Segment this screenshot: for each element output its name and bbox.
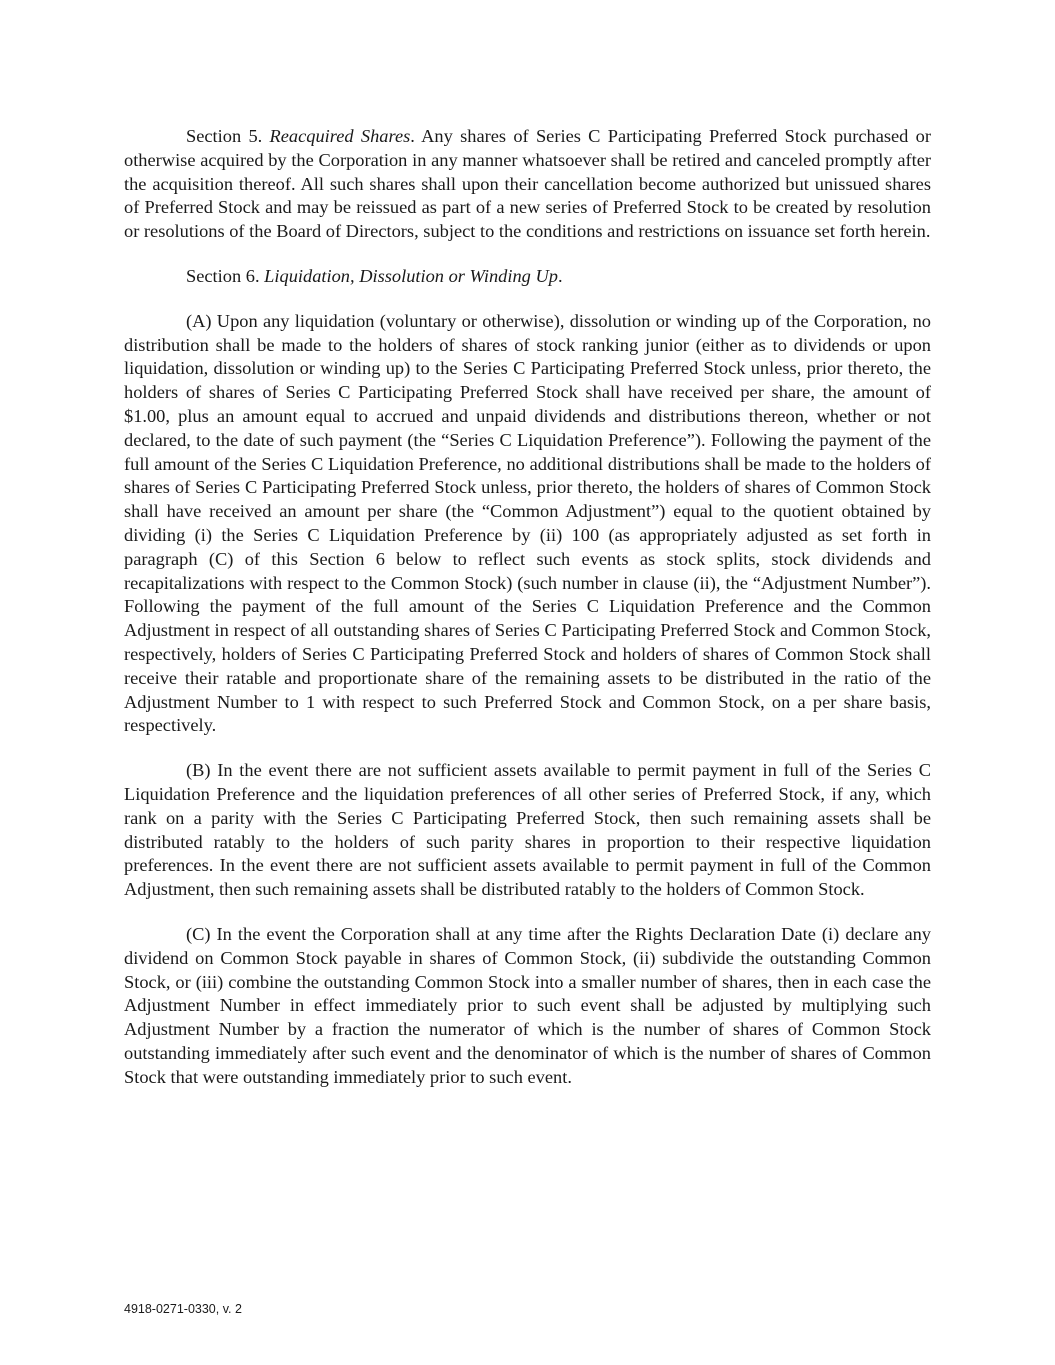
section-6-paragraph-a: (A) Upon any liquidation (voluntary or otherwise), dissolution or winding up of the Corporation, no distribution shall be made to the holders of shares of stock ranking junior (either as to dividends or upon liquidation, dissolution or winding up) to the Series C Participating Preferred Stock unless, prior thereto, the holders of shares of Series C Participating Preferred Stock shall have received per share, the amount of $1.00, plus an amount equal to accrued and unpaid dividends and distributions thereon, whether or not declared, to the date of such payment (the “Series C Liquidation Preference”). Following the payment of the full amount of the Series C Liquidation Preference, no additional distributions shall be made to the holders of shares of Series C Participating Preferred Stock unless, prior thereto, the holders of shares of Common Stock shall have received an amount per share (the “Common Adjustment”) equal to the quotient obtained by dividing (i) the Series C Liquidation Preference by (ii) 100 (as appropriately adjusted as set forth in paragraph (C) of this Section 6 below to reflect such events as stock splits, stock dividends and recapitalizations with respect to the Common Stock) (such number in clause (ii), the “Adjustment Number”). Following the payment of the full amount of the Series C Liquidation Preference and the Common Adjustment in respect of all outstanding shares of Series C Participating Preferred Stock and Common Stock, respectively, holders of Series C Participating Preferred Stock and holders of shares of Common Stock shall receive their ratable and proportionate share of the remaining assets to be distributed in the ratio of the Adjustment Number to 1 with respect to such Preferred Stock and Common Stock, on a per share basis, respectively.: [124, 310, 931, 736]
section-5-paragraph: [124, 125, 931, 244]
section-6-prefix: Section 6.: [186, 265, 265, 286]
section-5-text: . Any shares of Series C Participating Preferred Stock purchased or otherwise acquired by the Corporation in any manner whatsoever shall be retired and canceled promptly after the acquisition thereof. All such shares shall upon their cancellation become authorized but unissued shares of Preferred Stock and may be reissued as part of a new series of Preferred Stock to be created by resolution or resolutions of the Board of Directors, subject to the conditions and restrictions on issuance set forth herein.: [124, 126, 931, 242]
section-5-title: Reacquired Shares: [269, 126, 411, 146]
section-6-heading: [124, 265, 931, 289]
section-6-title: Liquidation, Dissolution or Winding Up: [264, 265, 558, 286]
document-id-footer: 4918-0271-0330, v. 2: [124, 1302, 242, 1316]
section-5-prefix: Section 5.: [186, 126, 270, 146]
document-body: [124, 125, 931, 1110]
section-6-paragraph-b: (B) In the event there are not sufficient assets available to permit payment in full of the Series C Liquidation Preference and the liquidation preferences of all other series of Preferred Stock, if any, which rank on a parity with the Series C Participating Preferred Stock, then such remaining assets shall be distributed ratably to the holders of such parity shares in proportion to their respective liquidation preferences. In the event there are not sufficient assets available to permit payment in full of the Common Adjustment, then such remaining assets shall be distributed ratably to the holders of Common Stock.: [124, 760, 931, 900]
section-6-title-period: .: [557, 265, 563, 286]
section-6-paragraph-c: (C) In the event the Corporation shall at any time after the Rights Declaration Date (i) declare any dividend on Common Stock payable in shares of Common Stock, (ii) subdivide the outstanding Common Stock, or (iii) combine the outstanding Common Stock into a smaller number of shares, then in each case the Adjustment Number in effect immediately prior to such event shall be adjusted by multiplying such Adjustment Number by a fraction the numerator of which is the number of shares of Common Stock outstanding immediately after such event and the denominator of which is the number of shares of Common Stock that were outstanding immediately prior to such event.: [124, 923, 931, 1087]
